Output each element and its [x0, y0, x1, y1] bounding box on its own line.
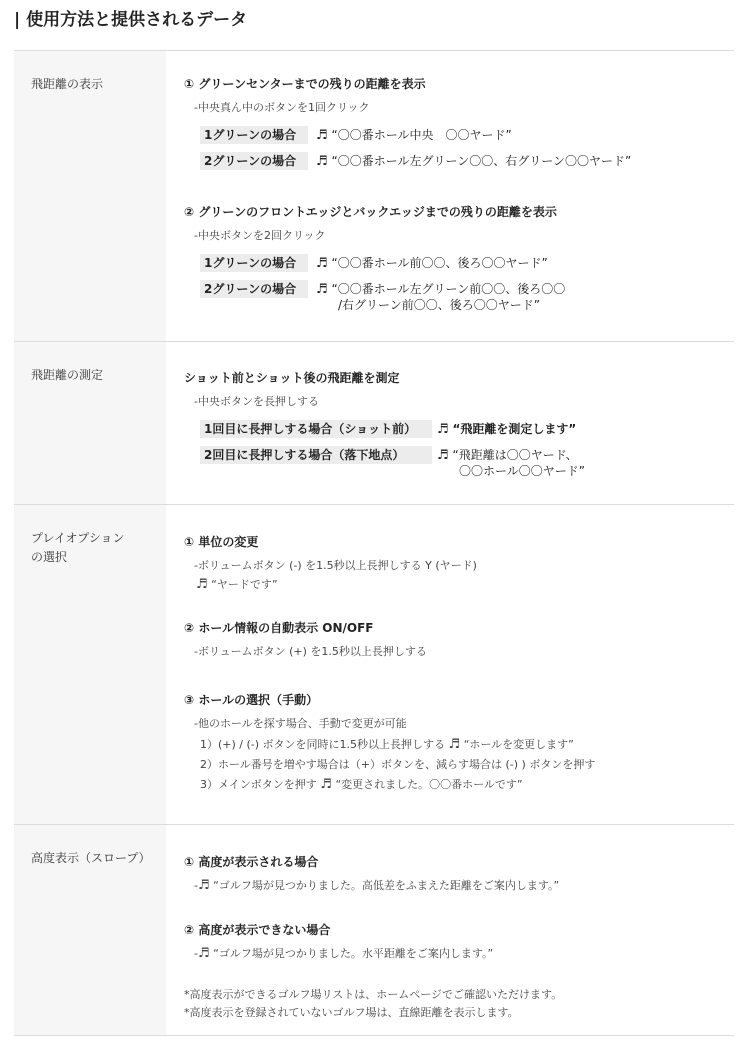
section-label-text [31, 529, 124, 567]
heading-altitude-not-shown: ② 高度が表示できない場合 [184, 923, 331, 937]
footnote: *高度表示ができるゴルフ場リストは、ホームページでご確認いただけます。 [184, 988, 563, 1001]
voice-text: “ゴルフ場が見つかりました。高低差をふまえた距離をご案内します。” [213, 879, 560, 892]
music-note-icon: ♬ [196, 577, 208, 592]
list-item: 2）ホール番号を増やす場合は（+）ボタンを、減らす場合は (-) ) ボタンを押す [200, 758, 596, 771]
heading-unit-change: ① 単位の変更 [184, 535, 259, 549]
case-chip: 1グリーンの場合 [200, 126, 308, 144]
voice-text: “〇〇番ホール左グリーン〇〇、右グリーン〇〇ヤード” [331, 154, 632, 168]
section-label-text: 飛距離の測定 [31, 368, 104, 382]
heading-front-back-edge: ② グリーンのフロントエッジとバックエッジまでの残りの距離を表示 [184, 205, 557, 219]
case-chip: 1グリーンの場合 [200, 254, 308, 272]
section-label-text: 高度表示（スロープ） [31, 851, 151, 865]
case-chip: 1回目に長押しする場合（ショット前） [200, 420, 432, 438]
voice-text: “ホールを変更します” [463, 738, 574, 751]
voice-output [316, 126, 512, 145]
instruction-text: -中央ボタンを長押しする [194, 395, 319, 408]
voice-text: “変更されました。〇〇番ホールです” [335, 778, 523, 791]
voice-text: “ゴルフ場が見つかりました。水平距離をご案内します。” [213, 947, 494, 960]
music-note-icon: ♬ [316, 282, 328, 297]
music-note-icon: ♬ [316, 154, 328, 169]
divider [14, 1035, 734, 1036]
case-chip: 2回目に長押しする場合（落下地点） [200, 446, 432, 464]
section-label-distance-display [14, 51, 166, 341]
music-note-icon: ♬ [437, 422, 449, 437]
heading-altitude-shown: ① 高度が表示される場合 [184, 855, 319, 869]
voice-output: -♬ “ゴルフ場が見つかりました。水平距離をご案内します。” [194, 946, 494, 961]
voice-text: “ヤードです” [211, 578, 278, 591]
voice-output [437, 420, 576, 439]
case-chip: 2グリーンの場合 [200, 152, 308, 170]
music-note-icon: ♬ [448, 737, 461, 752]
voice-text: “〇〇番ホール左グリーン前〇〇、後ろ〇〇 [331, 282, 566, 296]
voice-output [316, 152, 631, 171]
instruction-text: -ボリュームボタン (-) を1.5秒以上長押しする Y (ヤード) [194, 559, 477, 572]
voice-output [316, 254, 548, 273]
case-chip: 2グリーンの場合 [200, 280, 308, 298]
music-note-icon: ♬ [437, 448, 449, 463]
voice-text: “飛距離を測定します” [452, 422, 577, 436]
footnote: *高度表示を登録されていないゴルフ場は、直線距離を表示します。 [184, 1006, 519, 1019]
list-item [200, 736, 574, 752]
list-text: 3）メインボタンを押す [200, 778, 317, 791]
list-text: 1）(+) / (-) ボタンを同時に1.5秒以上長押しする [200, 738, 446, 751]
voice-text: “〇〇番ホール前〇〇、後ろ〇〇ヤード” [331, 256, 548, 270]
section-label-distance-measure [14, 342, 166, 504]
heading-green-center: ① グリーンセンターまでの残りの距離を表示 [184, 77, 426, 91]
instruction-text: -他のホールを探す場合、手動で変更が可能 [194, 717, 407, 730]
voice-output [196, 576, 278, 592]
music-note-icon: ♬ [197, 946, 210, 961]
voice-text: “〇〇番ホール中央 〇〇ヤード” [331, 128, 512, 142]
music-note-icon: ♬ [316, 128, 328, 143]
list-item [200, 776, 523, 792]
instruction-text: -中央真ん中のボタンを1回クリック [194, 101, 370, 114]
label-line: の選択 [31, 550, 68, 564]
music-note-icon: ♬ [197, 878, 210, 893]
section-label-play-options [14, 505, 166, 824]
instruction-text: -ボリュームボタン (+) を1.5秒以上長押しする [194, 645, 427, 658]
heading-shot-measure: ショット前とショット後の飛距離を測定 [184, 371, 400, 385]
music-note-icon: ♬ [320, 777, 332, 792]
voice-output: -♬ “ゴルフ場が見つかりました。高低差をふまえた距離をご案内します。” [194, 878, 560, 893]
voice-text: “飛距離は〇〇ヤード、 [452, 448, 578, 462]
voice-text-continued: 〇〇ホール〇〇ヤード” [459, 464, 585, 478]
label-line: プレイオプション [31, 531, 125, 545]
music-note-icon: ♬ [316, 256, 328, 271]
section-label-text: 飛距離の表示 [31, 77, 104, 91]
instruction-text: -中央ボタンを2回クリック [194, 229, 326, 242]
heading-hole-select: ③ ホールの選択（手動） [184, 693, 319, 707]
section-label-altitude [14, 825, 166, 1035]
voice-text-continued: /右グリーン前〇〇、後ろ〇〇ヤード” [338, 298, 541, 312]
heading-auto-display: ② ホール情報の自動表示 ON/OFF [184, 621, 374, 635]
page-title: | 使用方法と提供されるデータ [14, 10, 248, 30]
